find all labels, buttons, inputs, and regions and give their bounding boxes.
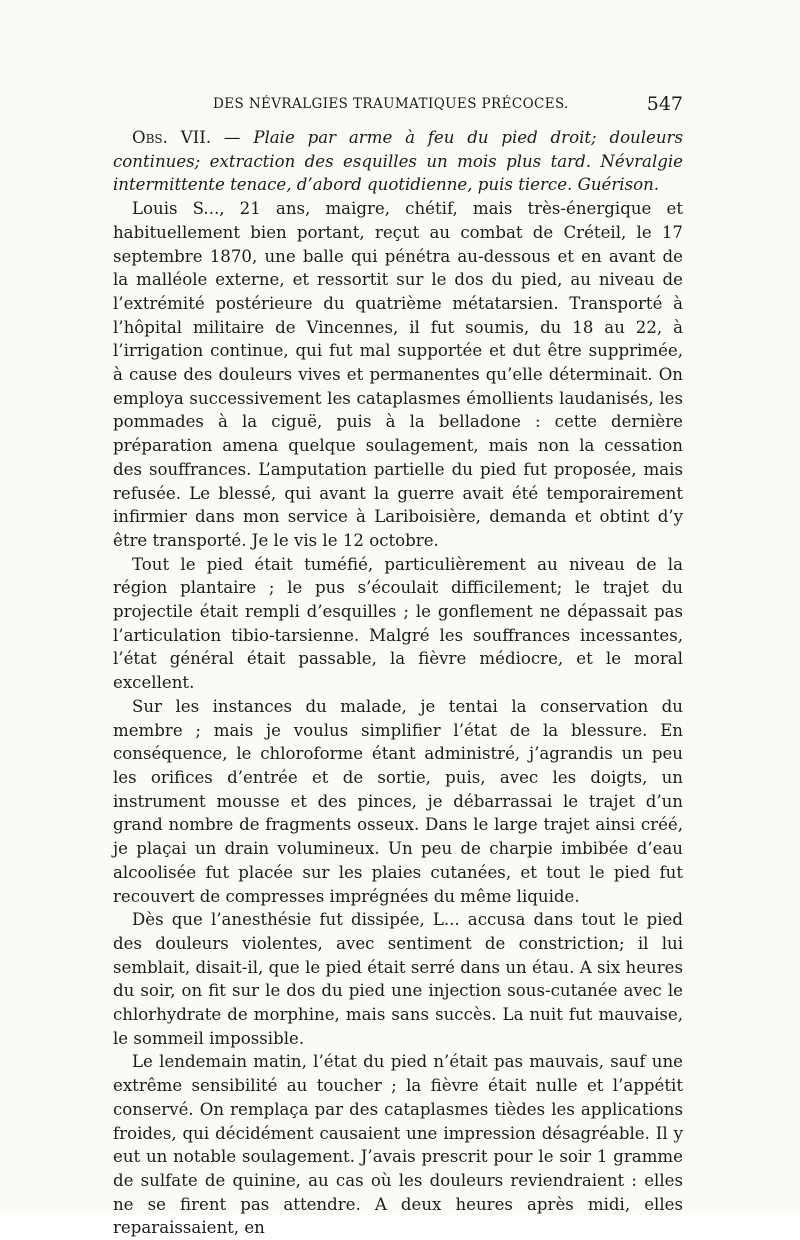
observation-heading	[113, 126, 683, 197]
running-title: DES NÉVRALGIES TRAUMATIQUES PRÉCOCES.	[213, 96, 569, 112]
paragraph: Dès que l’anesthésie fut dissipée, L... accusa dans tout le pied des douleurs violentes, avec sentiment de constriction; il lui semblait, disait-il, que le pied était serré dans un étau. A six heures du soir, on fit sur le dos du pied une injection sous-cutanée avec le chlorhydrate de morphine, mais sans succès. La nuit fut mauvaise, le sommeil impossible.	[113, 910, 683, 1048]
page-header	[113, 93, 683, 120]
paragraph: Le lendemain matin, l’état du pied n’était pas mauvais, sauf une extrême sensibilité au toucher ; la fièvre était nulle et l’appétit conservé. On remplaça par des cataplasmes tièdes les applications froides, qui décidément causaient une impression désagréable. Il y eut un notable soulagement. J’avais prescrit pour le soir 1 gramme de sulfate de quinine, au cas où les douleurs reviendraient : elles ne se firent pas attendre. A deux heures après midi, elles reparaissaient, en	[113, 1052, 683, 1238]
page-number: 547	[646, 93, 683, 115]
paragraph: Sur les instances du malade, je tentai la conservation du membre ; mais je voulus simplifier l’état de la blessure. En conséquence, le chloroforme étant administré, j’agrandis un peu les orifices d’entrée et de sortie, puis, avec les doigts, un instrument mousse et des pinces, je débarrassai le trajet d’un grand nombre de fragments osseux. Dans le large trajet ainsi créé, je plaçai un drain volumineux. Un peu de charpie imbibée d’eau alcoolisée fut placée sur les plaies cutanées, et tout le pied fut recouvert de compresses imprégnées du même liquide.	[113, 696, 683, 906]
observation-title: — Plaie par arme à feu du pied droit; douleurs continues; extraction des esquilles un mois plus tard. Névralgie intermittente tenace, d’abord quotidienne, puis tierce. Guérison.	[113, 128, 684, 195]
observation-label: Obs. VII.	[132, 128, 212, 147]
body-text	[113, 126, 683, 1240]
paragraph: Louis S..., 21 ans, maigre, chétif, mais très-énergique et habituellement bien portant, reçut au combat de Créteil, le 17 septembre 1870, une balle qui pénétra au-dessous et en avant de la malléole externe, et ressortit sur le dos du pied, au niveau de l’extrémité postérieure du quatrième métatarsien. Transporté à l’hôpital militaire de Vincennes, il fut soumis, du 18 au 22, à l’irrigation continue, qui fut mal supportée et dut être supprimée, à cause des douleurs vives et permanentes qu’elle déterminait. On employa successivement les cataplasmes émollients laudanisés, les pommades à la ciguë, puis à la belladone : cette dernière préparation amena quelque soulagement, mais non la cessation des souffrances. L’amputation partielle du pied fut proposée, mais refusée. Le blessé, qui avant la guerre avait été temporairement infirmier dans mon service à Lariboisière, demanda et obtint d’y être transporté. Je le vis le 12 octobre.	[113, 199, 683, 550]
paragraph: Tout le pied était tuméfié, particulièrement au niveau de la région plantaire ; le pus s’écoulait difficilement; le trajet du projectile était rempli d’esquilles ; le gonflement ne dépassait pas l’articulation tibio-tarsienne. Malgré les souffrances incessantes, l’état général était passable, la fièvre médiocre, et le moral excellent.	[113, 554, 683, 693]
